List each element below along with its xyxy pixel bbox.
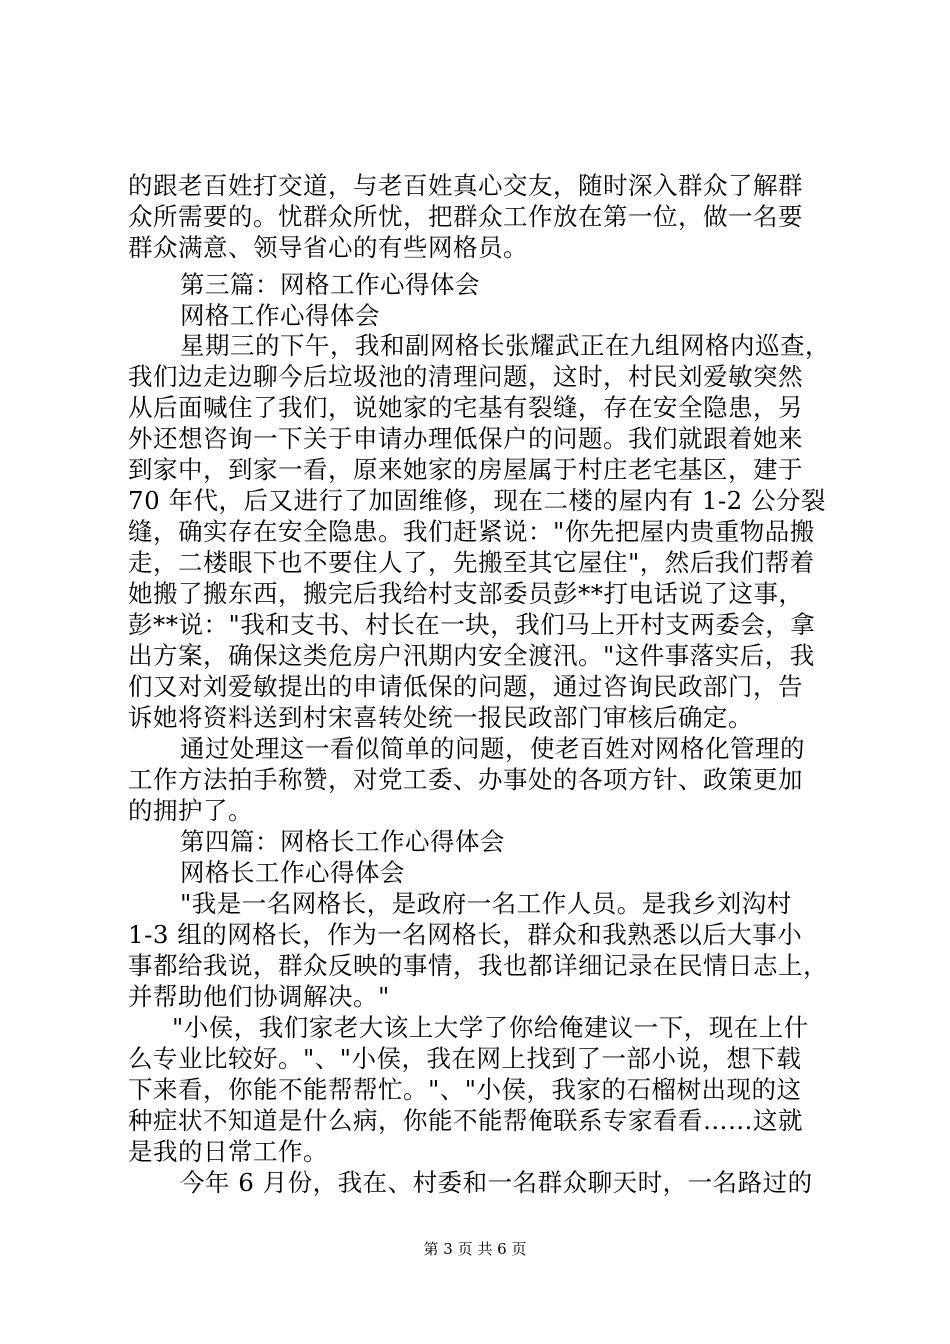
text-line: 彭**说："我和支书、村长在一块，我们马上开村支两委会，拿 — [128, 610, 816, 639]
text-line: 她搬了搬东西，搬完后我给村支部委员彭**打电话说了这事， — [128, 579, 804, 608]
text-line: 群众满意、领导省心的有些网格员。 — [128, 233, 528, 262]
section-subheading: 网格长工作心得体会 — [180, 858, 405, 887]
text-line: 从后面喊住了我们，说她家的宅基有裂缝，存在安全隐患，另 — [128, 393, 803, 422]
text-line: "我是一名网格长，是政府一名工作人员。是我乡刘沟村 — [180, 889, 792, 918]
text-line: "小侯，我们家老大该上大学了你给俺建议一下，现在上什 — [172, 1013, 809, 1042]
text-line: 70 年代，后又进行了加固维修，现在二楼的屋内有 1-2 公分裂 — [128, 486, 826, 515]
text-line: 事都给我说，群众反映的事情，我也都详细记录在民情日志上， — [128, 951, 828, 980]
text-line: 众所需要的。忧群众所忧，把群众工作放在第一位，做一名要 — [128, 202, 803, 231]
page-number-label: 第 3 页 共 6 页 — [423, 1240, 527, 1258]
text-line: 的拥护了。 — [128, 796, 253, 825]
text-line: 工作方法拍手称赞，对党工委、办事处的各项方针、政策更加 — [128, 765, 803, 794]
page-footer — [0, 1239, 950, 1259]
text-line: 并帮助他们协调解决。" — [128, 982, 390, 1011]
section-subheading: 网格工作心得体会 — [180, 301, 380, 330]
text-line: 走，二楼眼下也不要住人了，先搬至其它屋住"，然后我们帮着 — [128, 548, 815, 577]
text-line: 是我的日常工作。 — [128, 1137, 328, 1166]
text-line: 我们边走边聊今后垃圾池的清理问题，这时，村民刘爱敏突然 — [128, 362, 803, 391]
text-line: 1-3 组的网格长，作为一名网格长，群众和我熟悉以后大事小 — [128, 920, 803, 949]
text-line: 的跟老百姓打交道，与老百姓真心交友，随时深入群众了解群 — [128, 171, 803, 200]
text-line: 么专业比较好。"、"小侯，我在网上找到了一部小说，想下载 — [128, 1044, 802, 1073]
text-line: 缝，确实存在安全隐患。我们赶紧说："你先把屋内贵重物品搬 — [128, 517, 815, 546]
text-line: 通过处理这一看似简单的问题，使老百姓对网格化管理的 — [180, 734, 805, 763]
text-line: 到家中，到家一看，原来她家的房屋属于村庄老宅基区，建于 — [128, 455, 803, 484]
text-line: 星期三的下午，我和副网格长张耀武正在九组网格内巡查， — [180, 331, 830, 360]
text-line: 今年 6 月份，我在、村委和一名群众聊天时，一名路过的 — [180, 1168, 813, 1197]
text-line: 外还想咨询一下关于申请办理低保户的问题。我们就跟着她来 — [128, 424, 803, 453]
text-line: 出方案，确保这类危房户汛期内安全渡汛。"这件事落实后，我 — [128, 641, 815, 670]
text-line: 们又对刘爱敏提出的申请低保的问题，通过咨询民政部门，告 — [128, 672, 803, 701]
section-heading: 第三篇：网格工作心得体会 — [180, 270, 480, 299]
section-heading: 第四篇：网格长工作心得体会 — [180, 827, 505, 856]
text-line: 种症状不知道是什么病，你能不能帮俺联系专家看看……这就 — [128, 1106, 803, 1135]
text-line: 诉她将资料送到村宋喜转处统一报民政部门审核后确定。 — [128, 703, 753, 732]
text-line: 下来看，你能不能帮帮忙。"、"小侯，我家的石榴树出现的这 — [128, 1075, 802, 1104]
